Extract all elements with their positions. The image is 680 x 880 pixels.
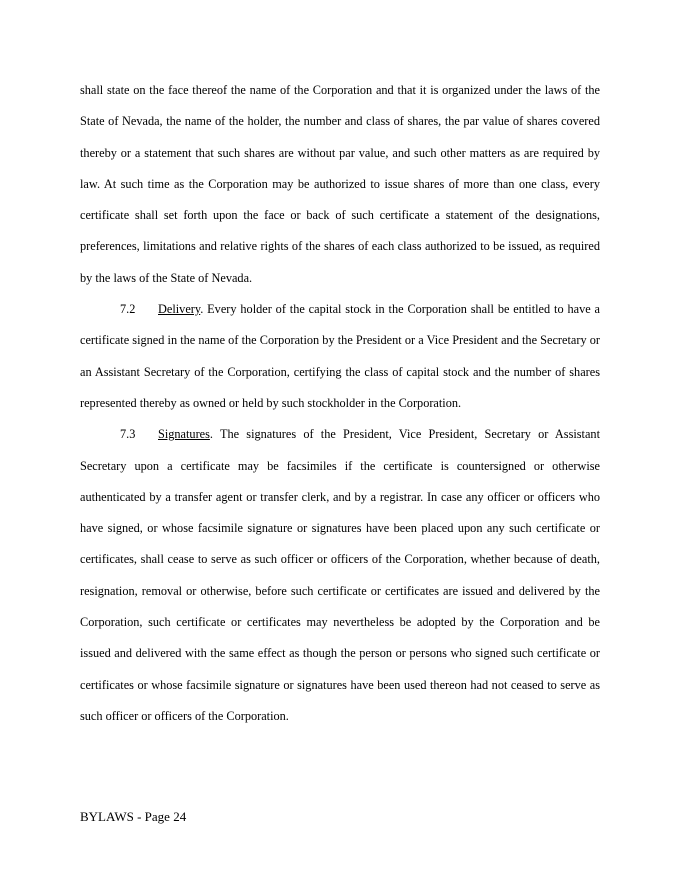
section-7-2-paragraph (80, 294, 600, 419)
section-text: . Every holder of the capital stock in the Corporation shall be entitled to have a certificate signed in the name of the Corporation by the President or a Vice President and the Secretary or an Assistant Secretary of the Corporation, certifying the class of capital stock and the number of shares represented thereby as owned or held by such stockholder in the Corporation. (80, 302, 600, 410)
section-title-delivery: Delivery (158, 302, 201, 317)
page-footer: BYLAWS - Page 24 (80, 809, 187, 824)
section-number: 7.2 (120, 302, 136, 317)
section-number: 7.3 (120, 427, 136, 442)
section-title-signatures: Signatures (158, 427, 210, 442)
section-text: . The signatures of the President, Vice President, Secretary or Assistant Secretary upon a certificate may be facsimiles if the certificate is countersigned or otherwise authenticated by a transfer agent or transfer clerk, and by a registrar. In case any officer or officers who have signed, or whose facsimile signature or signatures have been placed upon any such certificate or certificates, shall cease to serve as such officer or officers of the Corporation, whether because of death, resignation, removal or otherwise, before such certificate or certificates are issued and delivered by the Corporation, such certificate or certificates may nevertheless be adopted by the Corporation and be issued and delivered with the same effect as though the person or persons who signed such certificate or certificates or whose facsimile signature or signatures have been used thereon had not ceased to serve as such officer or officers of the Corporation. (80, 427, 600, 723)
continuation-paragraph: shall state on the face thereof the name of the Corporation and that it is organized under the laws of the State of Nevada, the name of the holder, the number and class of shares, the par value of shares covered thereby or a statement that such shares are without par value, and such other matters as are required by law. At such time as the Corporation may be authorized to issue shares of more than one class, every certificate shall set forth upon the face or back of such certificate a statement of the designations, preferences, limitations and relative rights of the shares of each class authorized to be issued, as required by the laws of the State of Nevada. (80, 83, 600, 285)
document-body (80, 75, 600, 732)
section-7-3-paragraph (80, 419, 600, 732)
